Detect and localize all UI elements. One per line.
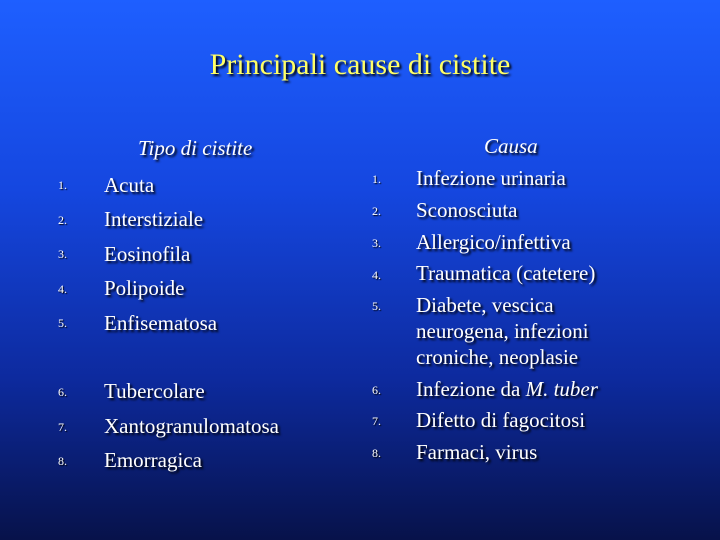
right-item-number: 2.	[372, 204, 381, 218]
left-item-number: 8.	[58, 454, 67, 468]
right-item-text-prefix: Infezione da	[416, 377, 526, 401]
right-item-text: Farmaci, virus	[416, 440, 538, 464]
left-item-text: Acuta	[104, 173, 155, 197]
left-item-text: Interstiziale	[104, 207, 204, 231]
right-item-text-line: croniche, neoplasie	[416, 345, 579, 369]
left-item-number: 7.	[58, 420, 67, 434]
right-item-number: 6.	[372, 383, 381, 397]
left-item-number: 4.	[58, 282, 67, 296]
left-item-text: Xantogranulomatosa	[104, 414, 279, 438]
right-item-number: 3.	[372, 236, 381, 250]
right-item-number: 4.	[372, 268, 381, 282]
left-item-text: Enfisematosa	[104, 311, 218, 335]
right-item-number: 1.	[372, 172, 381, 186]
left-item-number: 5.	[58, 316, 67, 330]
left-item-number: 2.	[58, 213, 67, 227]
right-item-text: Difetto di fagocitosi	[416, 408, 586, 432]
right-item-text: Sconosciuta	[416, 198, 518, 222]
right-item-text: Allergico/infettiva	[416, 230, 571, 254]
right-item-text-line: Diabete, vescica	[416, 293, 554, 317]
right-column-header: Causa	[484, 134, 538, 158]
right-item-text: Traumatica (catetere)	[416, 261, 596, 285]
organism-name-italic: M. tuber	[525, 377, 598, 401]
left-item-number: 3.	[58, 247, 67, 261]
left-item-number: 1.	[58, 178, 67, 192]
left-item-text: Polipoide	[104, 276, 185, 300]
left-item-text: Emorragica	[104, 448, 202, 472]
right-item-text	[416, 376, 598, 402]
right-item-text-line: neurogena, infezioni	[416, 319, 589, 343]
right-item-number: 8.	[372, 446, 381, 460]
right-item-number: 7.	[372, 414, 381, 428]
right-item-number: 5.	[372, 299, 381, 313]
right-item-text: Infezione urinaria	[416, 166, 566, 190]
slide-title: Principali cause di cistite	[209, 48, 511, 81]
left-item-number: 6.	[58, 385, 67, 399]
left-column-header: Tipo di cistite	[138, 136, 253, 160]
left-item-text: Eosinofila	[104, 242, 191, 266]
left-item-text: Tubercolare	[104, 379, 205, 403]
